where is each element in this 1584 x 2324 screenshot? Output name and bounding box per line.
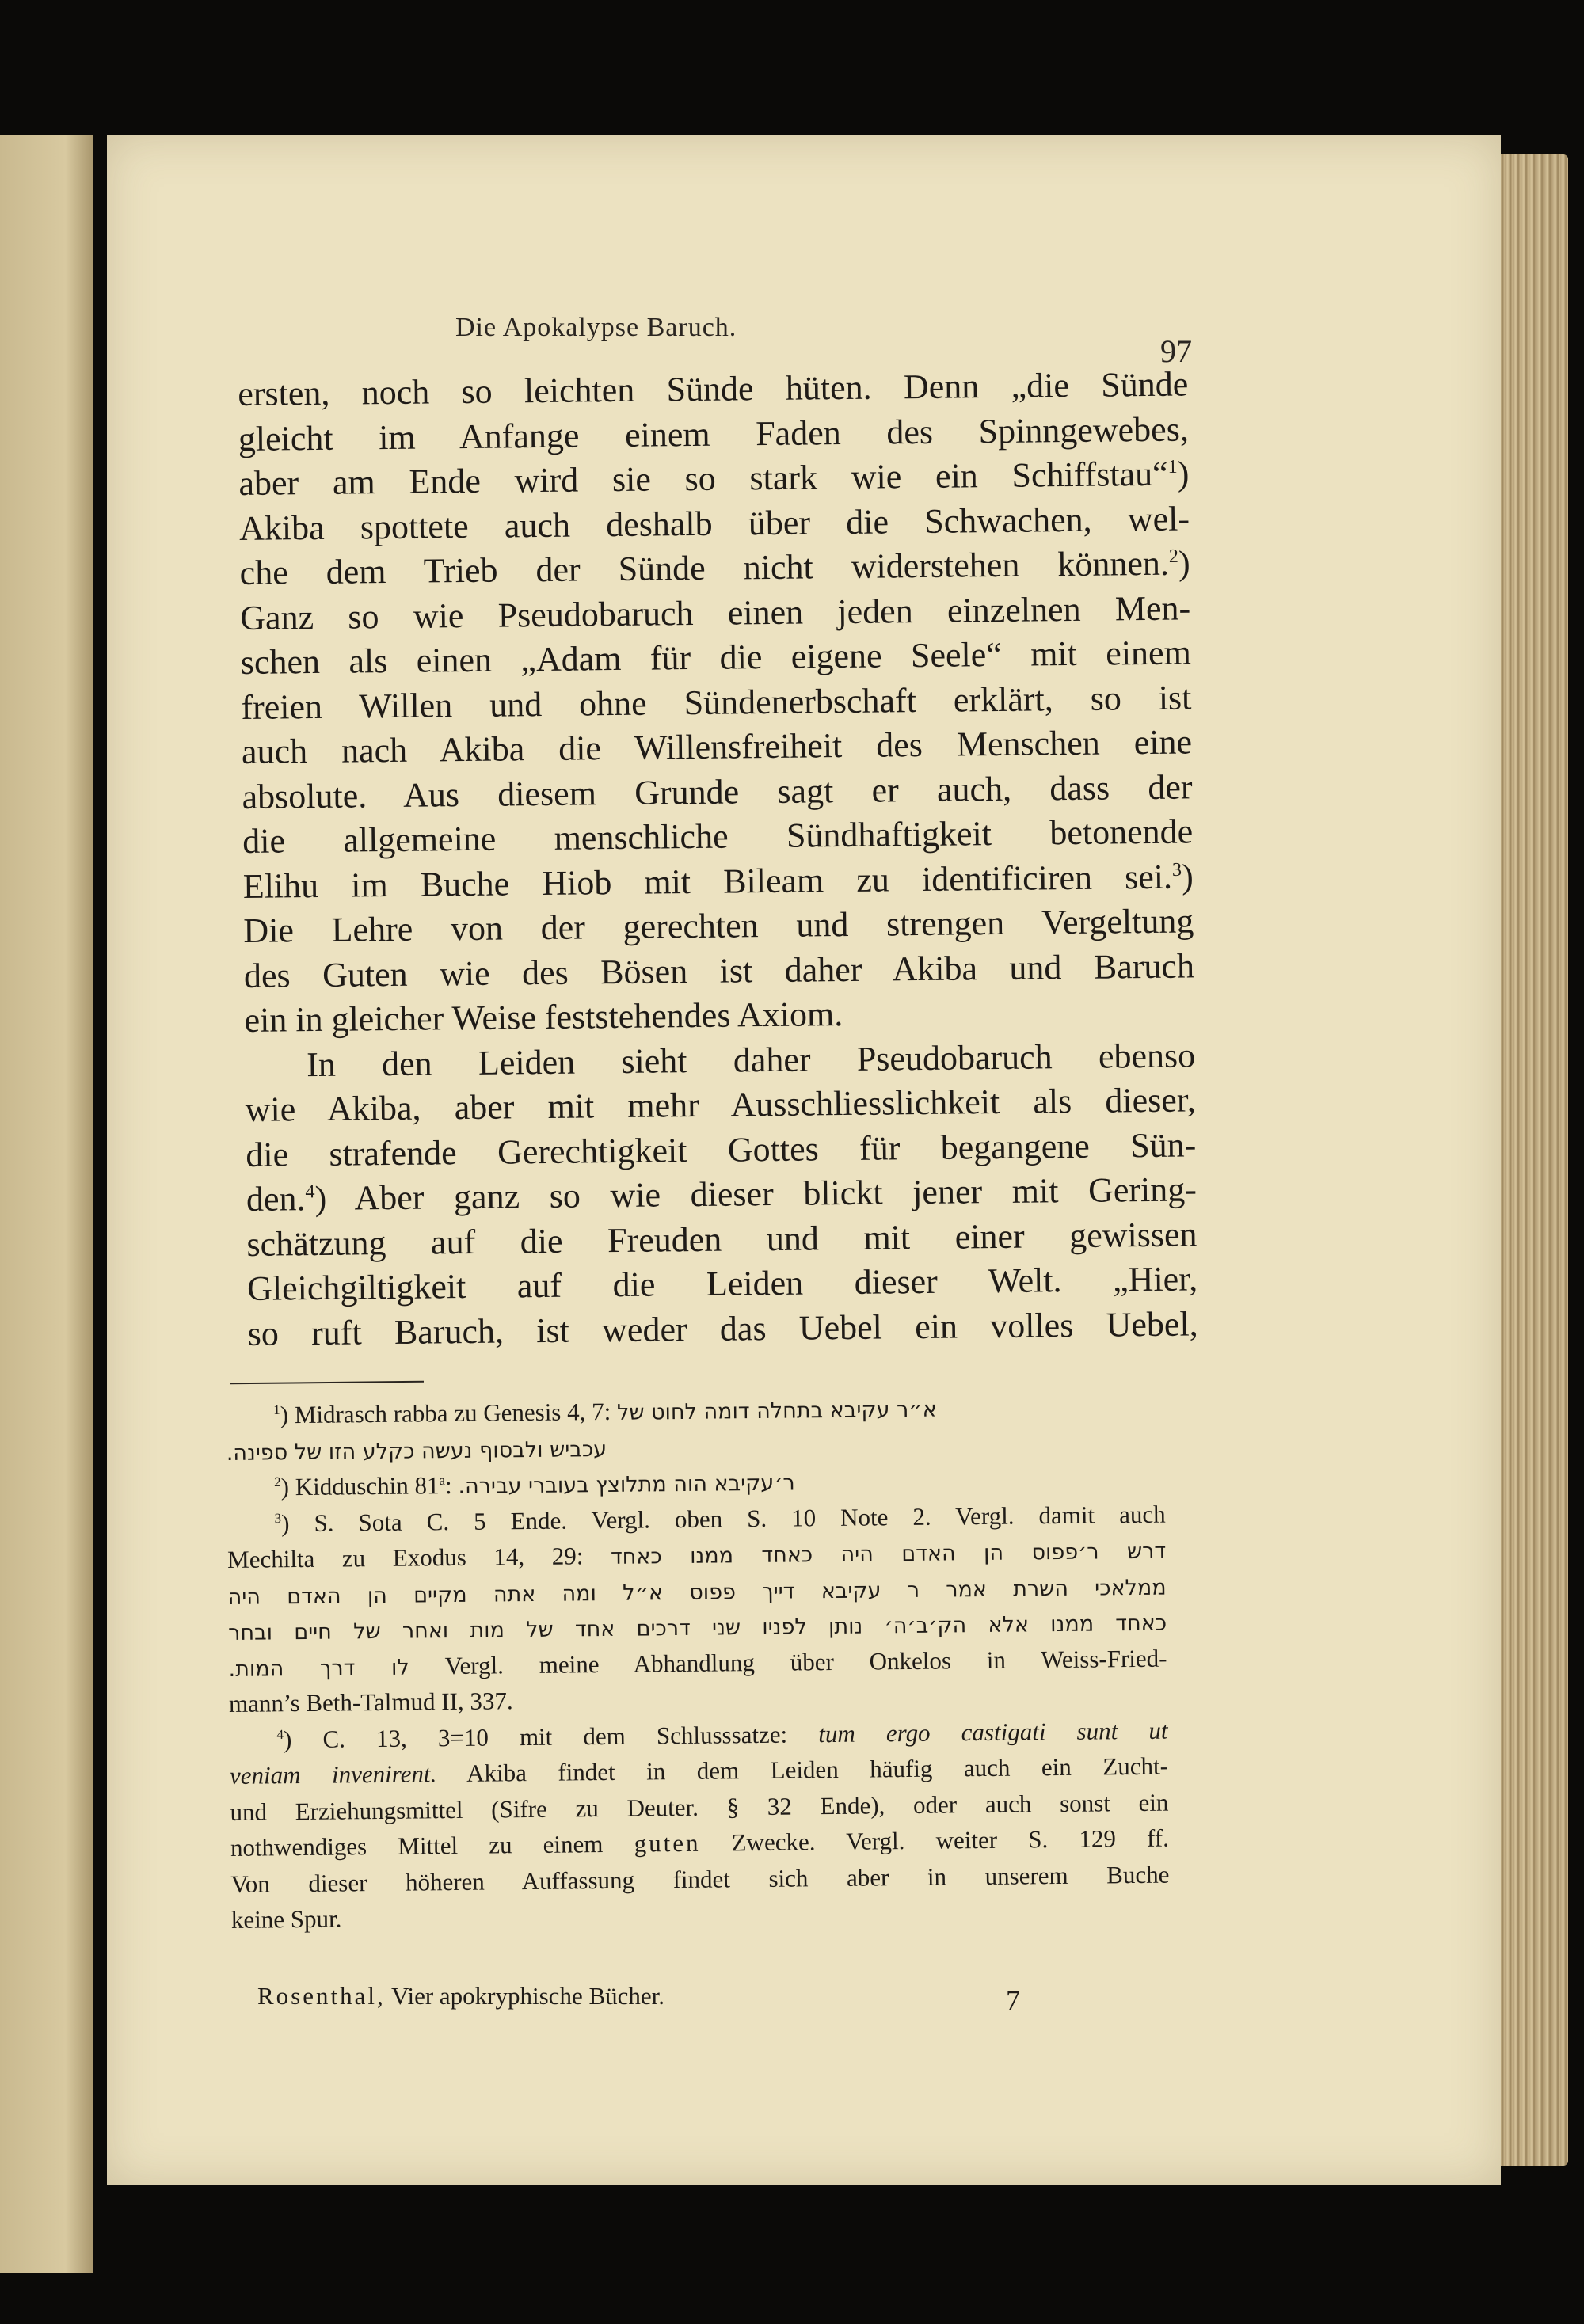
text-line: schen als einen „Adam für die eigene Seele“ mit einem [240, 633, 1192, 682]
footnote-3-cont: ממלאכי השרת אמר ר עקיבא דייך פפוס א״ל ומה אתה מקיים הן האדם היה [227, 1575, 1167, 1610]
text-line: die allgemeine menschliche Sündhaftigkeit betonende [242, 812, 1194, 861]
footnote-3: $^3$) S. Sota C. 5 Ende. Vergl. oben S. 10 Note 2. Vergl. damit auch [274, 1500, 1166, 1537]
footnote-4-cont: und Erziehungsmittel (Sifre zu Deuter. § 32 Ende), oder auch sonst ein [230, 1788, 1169, 1826]
text-line: aber am Ende wird sie so stark wie ein Schiffstau“$^1$) [238, 454, 1190, 503]
footnote-ref: 2 [1168, 545, 1178, 568]
text-line: freien Willen und ohne Sündenerbschaft erklärt, so ist [241, 677, 1192, 727]
footnote-1: $^1$) Midrasch rabba zu Genesis 4, 7: א״ר עקיבא בתחלה דומה לחוט של [273, 1397, 937, 1429]
facing-page-edge [0, 135, 93, 2273]
text-line: den.$^4$) Aber ganz so wie dieser blickt jener mit Gering- [246, 1170, 1198, 1219]
text-line: wie Akiba, aber mit mehr Ausschliesslichkeit als dieser, [245, 1080, 1196, 1129]
printer-signature: Rosenthal, Vier apokryphische Bücher. [257, 1982, 665, 2010]
footnotes [226, 1388, 1170, 1938]
footnote-2: $^2$) Kidduschin 81$^a$: ר׳עקיבא הוה מתלוצץ בעוברי עבירה. [274, 1470, 795, 1501]
footnote-4-cont: Von dieser höheren Auffassung findet sich aber in unserem Buche [230, 1860, 1170, 1898]
text-line: ersten, noch so leichten Sünde hüten. Denn „die Sünde [238, 364, 1189, 413]
footnote-4-cont: nothwendiges Mittel zu einem guten Zwecke. Vergl. weiter S. 129 ff. [230, 1824, 1170, 1862]
footnote-ref: 3 [1171, 858, 1182, 881]
footnote-3-cont: Mechilta zu Exodus 14, 29: דרש ר׳פפוס הן האדם היה כאחד ממנו כאחד [227, 1539, 1167, 1573]
footnote-4: $^4$) C. 13, 3=10 mit dem Schlusssatze: tum ergo castigati sunt ut [276, 1716, 1168, 1753]
running-title: Die Apokalypse Baruch. [455, 313, 737, 342]
text-line: Die Lehre von der gerechten und strengen Vergeltung [243, 901, 1194, 950]
text-line: ein in gleicher Weise feststehendes Axiom. [244, 995, 843, 1040]
footnote-1-cont: עכביש ולבסוף נעשה כקלע הזו של ספינה. [226, 1436, 607, 1466]
text-line: des Guten wie des Bösen ist daher Akiba und Baruch [243, 945, 1195, 995]
text-line: die strafende Gerechtigkeit Gottes für begangene Sün- [246, 1124, 1197, 1174]
main-text [238, 362, 1198, 1356]
page-number: 97 [1160, 333, 1192, 369]
text-line: so ruft Baruch, ist weder das Uebel ein volles Uebel, [247, 1303, 1198, 1353]
footnote-ref: 1 [1167, 455, 1178, 478]
footnote-4-cont: keine Spur. [230, 1904, 342, 1934]
text-line: Gleichgiltigkeit auf die Leiden dieser Welt. „Hier, [246, 1259, 1198, 1308]
text-line: schätzung auf die Freuden und mit einer gewissen [246, 1214, 1198, 1264]
footnote-ref: 4 [305, 1181, 315, 1203]
footnote-3-cont: כאחד ממנו אלא הק׳ב׳ה׳ נותן לפניו שני דרכים אחד של מות ואחר של חיים ובחר [227, 1611, 1167, 1645]
text-line: Akiba spottete auch deshalb über die Schwachen, wel- [238, 498, 1190, 548]
text-line: che dem Trieb der Sünde nicht widerstehen können.$^2$) [239, 543, 1190, 592]
text-line: In den Leiden sieht daher Pseudobaruch ebenso [306, 1035, 1196, 1084]
text-line: Ganz so wie Pseudobaruch einen jeden einzelnen Men- [239, 588, 1191, 637]
text-line: absolute. Aus diesem Grunde sagt er auch, dass der [242, 766, 1193, 816]
footnote-3-cont: לו דרך המות. Vergl. meine Abhandlung über Onkelos in Weiss-Fried- [228, 1644, 1167, 1682]
sheet-number: 7 [1006, 1984, 1020, 2016]
text-line: Elihu im Buche Hiob mit Bileam zu identificiren sei.$^3$) [242, 856, 1194, 906]
text-line: auch nach Akiba die Willensfreiheit des Menschen eine [241, 722, 1193, 771]
footnote-4-cont: veniam invenirent. Akiba findet in dem Leiden häufig auch ein Zucht- [229, 1752, 1169, 1790]
text-line: gleicht im Anfange einem Faden des Spinngewebes, [238, 409, 1190, 458]
footnote-3-cont: mann’s Beth-Talmud II, 337. [228, 1687, 513, 1717]
